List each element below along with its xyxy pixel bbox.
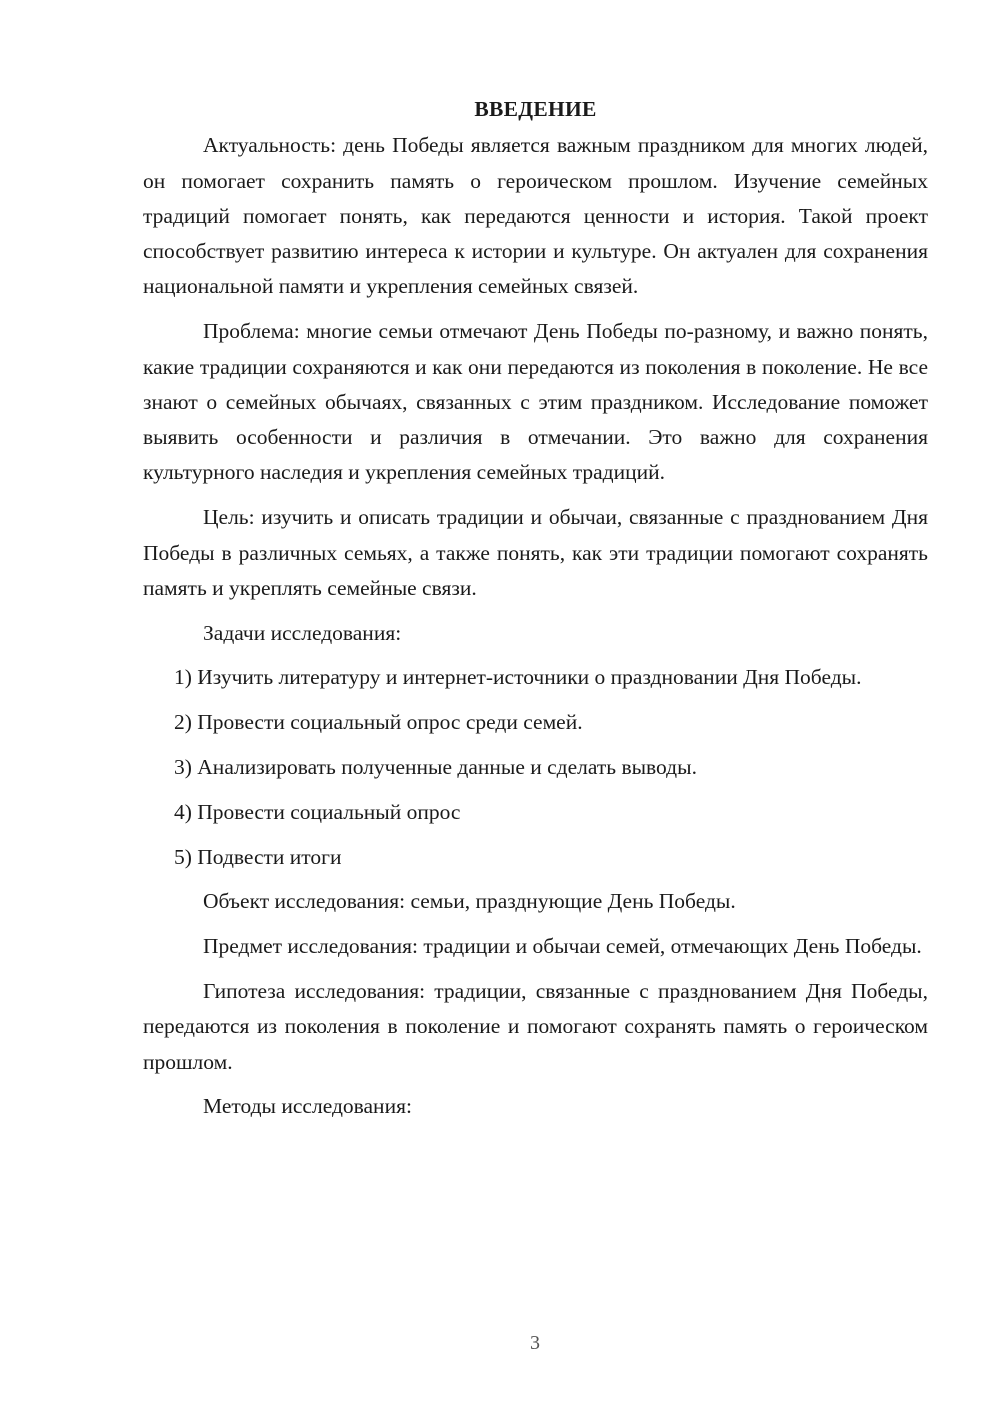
task-item: 3) Анализировать полученные данные и сделать выводы. xyxy=(174,755,697,780)
task-item: 1) Изучить литературу и интернет-источники о праздновании Дня Победы. xyxy=(174,665,862,690)
task-item: 2) Провести социальный опрос среди семей. xyxy=(174,710,583,735)
relevance-paragraph: Актуальность: день Победы является важным праздником для многих людей, он помогает сохранить память о героическом прошлом. Изучение семейных традиций помогает понять, как передаются ценности и история. Такой проект способствует развитию интереса к истории и культуре. Он актуален для сохранения национальной памяти и укрепления семейных связей. xyxy=(143,133,928,299)
section-title: ВВЕДЕНИЕ xyxy=(474,97,597,121)
task-item: 4) Провести социальный опрос xyxy=(174,799,461,824)
subject-paragraph: Предмет исследования: традиции и обычаи семей, отмечающих День Победы. xyxy=(203,934,922,959)
hypothesis-paragraph: Гипотеза исследования: традиции, связанные с празднованием Дня Победы, передаются из поколения в поколение и помогают сохранять память о героическом прошлом. xyxy=(143,979,928,1074)
object-paragraph: Объект исследования: семьи, празднующие День Победы. xyxy=(203,889,736,914)
methods-heading: Методы исследования: xyxy=(203,1094,412,1119)
page-number: 3 xyxy=(530,1332,540,1354)
task-item: 5) Подвести итоги xyxy=(174,844,342,869)
tasks-heading: Задачи исследования: xyxy=(203,620,402,645)
goal-paragraph: Цель: изучить и описать традиции и обычаи, связанные с празднованием Дня Победы в различных семьях, а также понять, как эти традиции помогают сохранять память и укреплять семейные связи. xyxy=(143,505,928,600)
tasks-list xyxy=(143,660,928,874)
document-page xyxy=(143,92,928,1134)
problem-paragraph: Проблема: многие семьи отмечают День Победы по-разному, и важно понять, какие традиции сохраняются и как они передаются из поколения в поколение. Не все знают о семейных обычаях, связанных с этим праздником. Исследование поможет выявить особенности и различия в отмечании. Это важно для сохранения культурного наследия и укрепления семейных традиций. xyxy=(143,319,928,485)
